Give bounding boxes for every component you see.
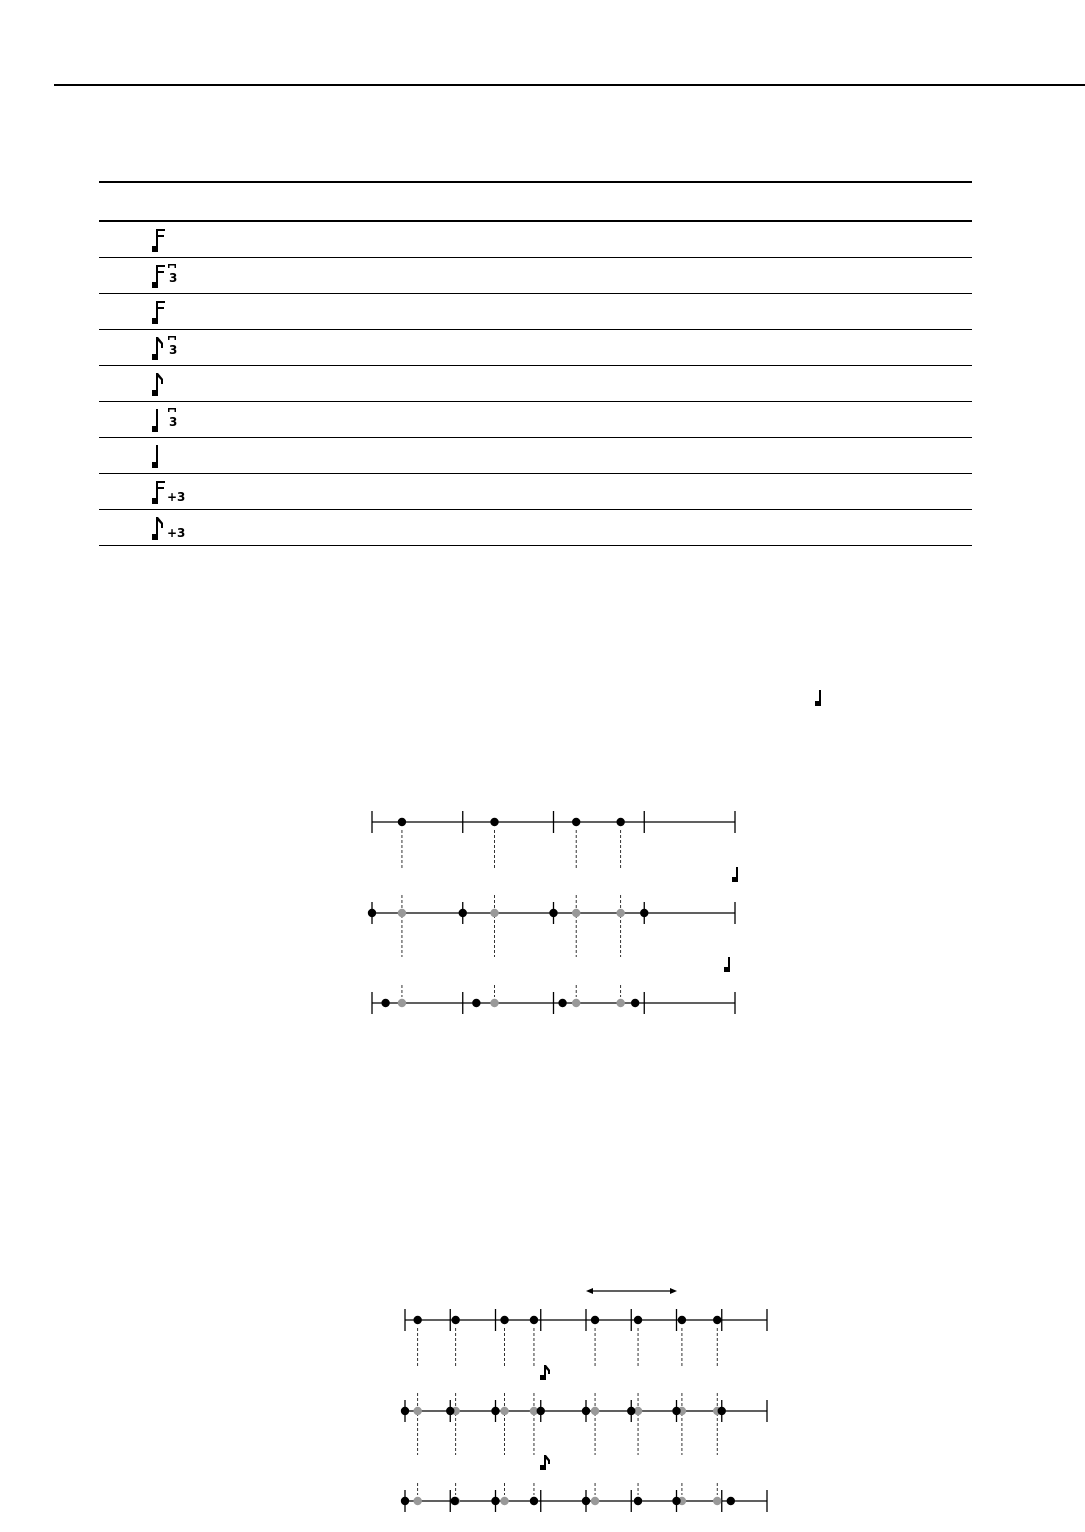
quantized-note-dot [640, 909, 648, 917]
ghost-note-dot [572, 909, 580, 917]
quantized-note-dot [727, 1497, 735, 1505]
ghost-note-dot [591, 1497, 599, 1505]
quantized-note-dot [627, 1407, 635, 1415]
note-dot [530, 1316, 538, 1324]
quantized-note-dot [446, 1407, 454, 1415]
quantized-note-dot [401, 1497, 409, 1505]
8th-note-icon [546, 1455, 550, 1464]
ghost-note-dot [616, 909, 624, 917]
ghost-note-dot [413, 1497, 421, 1505]
note-dot [713, 1316, 721, 1324]
quantized-note-dot [537, 1407, 545, 1415]
quantized-note-dot [718, 1407, 726, 1415]
quantized-note-dot [558, 999, 566, 1007]
quantized-note-dot [530, 1497, 538, 1505]
quarter-note-icon [732, 877, 738, 882]
note-dot [678, 1316, 686, 1324]
quantized-note-dot [672, 1407, 680, 1415]
ghost-note-dot [398, 909, 406, 917]
ghost-note-dot [713, 1497, 721, 1505]
note-dot [413, 1316, 421, 1324]
ghost-note-dot [490, 999, 498, 1007]
note-dot [500, 1316, 508, 1324]
ghost-note-dot [398, 999, 406, 1007]
note-dot [572, 818, 580, 826]
quantized-note-dot [451, 1497, 459, 1505]
note-dot [398, 818, 406, 826]
ghost-note-dot [490, 909, 498, 917]
quantized-note-dot [631, 999, 639, 1007]
quantized-note-dot [368, 909, 376, 917]
ghost-note-dot [500, 1497, 508, 1505]
svg-text:+3: +3 [167, 490, 186, 504]
swing-arrow-head [670, 1288, 677, 1294]
ghost-note-dot [413, 1407, 421, 1415]
ghost-note-dot [591, 1407, 599, 1415]
quantized-note-dot [472, 999, 480, 1007]
quarter-note-icon [724, 967, 730, 972]
svg-text:+3: +3 [167, 526, 186, 540]
ghost-note-dot [500, 1407, 508, 1415]
note-dot [616, 818, 624, 826]
note-dot [634, 1316, 642, 1324]
quantized-note-dot [549, 909, 557, 917]
quarter-quantize-diagram [368, 811, 738, 1014]
note-dot [591, 1316, 599, 1324]
quantized-note-dot [401, 1407, 409, 1415]
swing-arrow-head [586, 1288, 593, 1294]
quantized-note-dot [582, 1497, 590, 1505]
quantized-note-dot [381, 999, 389, 1007]
quantized-note-dot [459, 909, 467, 917]
ghost-note-dot [616, 999, 624, 1007]
quantized-note-dot [491, 1407, 499, 1415]
8th-note-icon [546, 1365, 550, 1374]
ghost-note-dot [572, 999, 580, 1007]
svg-text:3: 3 [169, 343, 178, 357]
svg-text:3: 3 [169, 415, 178, 429]
quantized-note-dot [582, 1407, 590, 1415]
note-dot [490, 818, 498, 826]
quantized-note-dot [491, 1497, 499, 1505]
eighth-quantize-diagram [401, 1288, 767, 1512]
quantized-note-dot [634, 1497, 642, 1505]
note-dot [451, 1316, 459, 1324]
quantized-note-dot [672, 1497, 680, 1505]
8th-note-icon [540, 1465, 546, 1470]
8th-note-icon [540, 1375, 546, 1380]
svg-text:3: 3 [169, 271, 178, 285]
